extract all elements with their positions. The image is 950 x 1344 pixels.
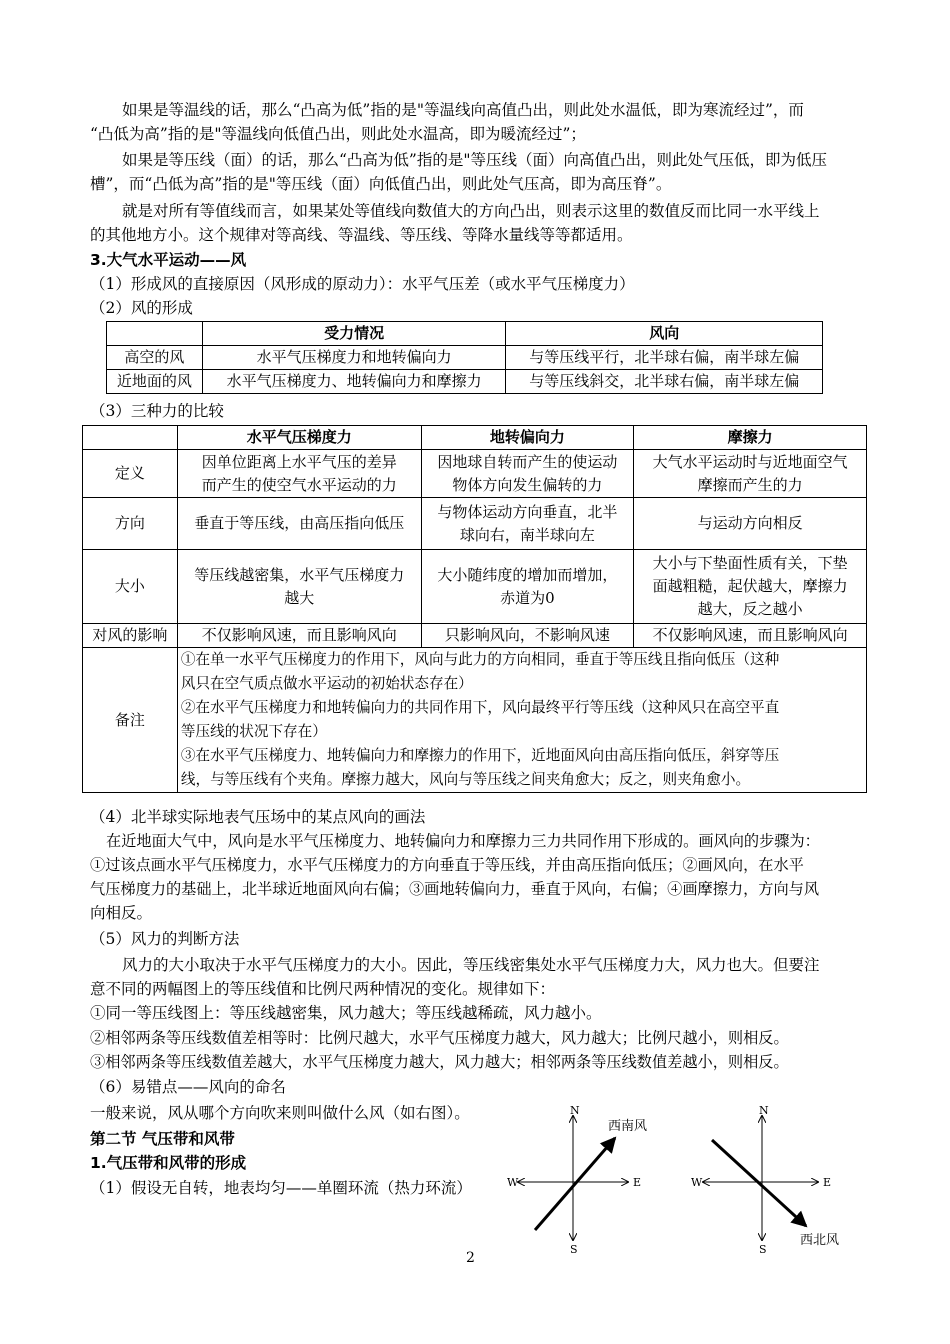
row-label: 备注 <box>83 648 178 793</box>
table-header-cell: 摩擦力 <box>634 426 867 450</box>
cell-line: 大气水平运动时与近地面空气 <box>652 452 848 471</box>
section-3-item-4: （4）北半球实际地表气压场中的某点风向的画法 <box>90 808 426 826</box>
rule-2: ②相邻两条等压线数值差相等时：比例尺越大，水平气压梯度力越大，风力越大；比例尺越小，则相反。 <box>90 1029 789 1047</box>
rule-1: ①同一等压线图上：等压线越密集，风力越大；等压线越稀疏，风力越小。 <box>90 1004 602 1022</box>
table-cell <box>421 550 634 624</box>
table-cell: 只影响风向，不影响风速 <box>421 624 634 648</box>
chapter-heading: 第二节 气压带和风带 <box>90 1130 235 1148</box>
section-3-item-1: （1）形成风的直接原因（风形成的原动力）：水平气压差（或水平气压梯度力） <box>90 275 635 293</box>
compass-west-label: W <box>507 1176 519 1189</box>
cell-line: 赤道为0 <box>500 588 555 607</box>
table-row-notes <box>83 648 867 793</box>
rule-3: ③相邻两条等压线数值差越大，水平气压梯度力越大，风力越大；相邻两条等压线数值差越小，则相反。 <box>90 1053 789 1071</box>
cell-line: 球向右，南半球向左 <box>459 525 595 544</box>
cell-line: 大小与下垫面性质有关，下垫 <box>652 554 848 572</box>
left-compass <box>507 1104 647 1256</box>
wind-naming-paragraph: 一般来说，风从哪个方向吹来则叫做什么风（如右图）。 <box>90 1104 470 1122</box>
table-cell: 水平气压梯度力和地转偏向力 <box>202 346 506 370</box>
table-cell: 不仅影响风速，而且影响风向 <box>177 624 421 648</box>
page-number: 2 <box>466 1250 475 1266</box>
table-header-row <box>83 426 867 450</box>
cell-line: 物体方向发生偏转的力 <box>452 475 603 494</box>
table-header-row <box>107 322 823 346</box>
section-3-item-5: （5）风力的判断方法 <box>90 930 240 948</box>
wind-strength-paragraph: 风力的大小取决于水平气压梯度力的大小。因此，等压线密集处水平气压梯度力大，风力也大。但要注 <box>122 956 820 974</box>
intro-paragraph-1: 如果是等温线的话，那么“凸高为低”指的是"等温线向高值凸出，则此处水温低，即为寒流经过”，而 <box>122 101 804 119</box>
cell-line: 因单位距离上水平气压的差异 <box>201 452 397 471</box>
table-header-cell <box>83 426 178 450</box>
compass-north-label: N <box>759 1104 769 1117</box>
table-header-cell: 水平气压梯度力 <box>177 426 421 450</box>
compass-west-label: W <box>691 1176 703 1189</box>
compass-north-label: N <box>570 1104 580 1117</box>
table-cell: 与运动方向相反 <box>634 498 867 550</box>
table-cell <box>421 498 634 550</box>
table-row <box>107 346 823 370</box>
cell-line: 等压线越密集，水平气压梯度力 <box>194 565 405 584</box>
table-row-effect <box>83 624 867 648</box>
wind-drawing-paragraph: 在近地面大气中，风向是水平气压梯度力、地转偏向力和摩擦力三力共同作用下形成的。画风向的步骤为： <box>106 832 820 850</box>
intro-paragraph-1-cont: “凸低为高”指的是"等温线向低值凸出，则此处水温高，即为暖流经过”； <box>90 125 586 143</box>
section-3-item-6: （6）易错点——风向的命名 <box>90 1078 286 1096</box>
note-line: ③在水平气压梯度力、地转偏向力和摩擦力的作用下，近地面风向由高压指向低压，斜穿等压 <box>180 747 780 764</box>
cell-line: 越大 <box>284 588 315 607</box>
table-row-direction <box>83 498 867 550</box>
intro-paragraph-3: 就是对所有等值线而言，如果某处等值线向数值大的方向凸出，则表示这里的数值反而比同一水平线上 <box>122 202 820 220</box>
note-line: 风只在空气质点做水平运动的初始状态存在） <box>180 675 473 692</box>
wind-drawing-paragraph-cont: 向相反。 <box>90 904 153 922</box>
note-line: 线，与等压线有个夹角。摩擦力越大，风向与等压线之间夹角愈大；反之，则夹角愈小。 <box>180 771 751 788</box>
cell-line: 而产生的使空气水平运动的力 <box>201 475 397 494</box>
table-header-cell: 受力情况 <box>202 322 506 346</box>
wind-drawing-paragraph-cont: 气压梯度力的基础上，北半球近地面风向右偏；③画地转偏向力，垂直于风向，右偏；④画摩擦力，方向与风 <box>90 880 819 898</box>
notes-cell <box>177 648 866 793</box>
row-label: 定义 <box>83 450 178 498</box>
table-header-cell <box>107 322 203 346</box>
section-3-heading: 3.大气水平运动——风 <box>90 251 247 269</box>
table-row-magnitude <box>83 550 867 624</box>
table-cell <box>421 450 634 498</box>
row-label: 方向 <box>83 498 178 550</box>
cell-line: 越大，反之越小 <box>697 600 803 618</box>
table-cell <box>634 550 867 624</box>
table-row-definition <box>83 450 867 498</box>
table-cell: 与等压线平行，北半球右偏，南半球左偏 <box>506 346 823 370</box>
table-row <box>107 370 823 394</box>
wind-drawing-paragraph-cont: ①过该点画水平气压梯度力，水平气压梯度力的方向垂直于等压线，并由高压指向低压；②画风向，在水平 <box>90 856 804 874</box>
cell-line: 因地球自转而产生的使运动 <box>437 452 618 471</box>
section-2-item-1: （1）假设无自转，地表均匀——单圈环流（热力环流） <box>90 1179 472 1197</box>
wind-strength-paragraph-cont: 意不同的两幅图上的等压线值和比例尺两种情况的变化。规律如下： <box>90 980 556 998</box>
row-label: 大小 <box>83 550 178 624</box>
cell-line: 摩擦而产生的力 <box>697 475 803 494</box>
right-compass <box>691 1104 839 1256</box>
note-line: ①在单一水平气压梯度力的作用下，风向与此力的方向相同，垂直于等压线且指向低压（这种 <box>180 651 780 668</box>
compass-east-label: E <box>823 1176 832 1189</box>
force-comparison-table <box>82 425 867 793</box>
note-line: ②在水平气压梯度力和地转偏向力的共同作用下，风向最终平行等压线（这种风只在高空平直 <box>180 699 780 716</box>
cell-line: 面越粗糙，起伏越大，摩擦力 <box>652 577 848 595</box>
row-label: 对风的影响 <box>83 624 178 648</box>
cell-line: 与物体运动方向垂直，北半 <box>437 502 618 521</box>
table-cell: 与等压线斜交，北半球右偏，南半球左偏 <box>506 370 823 394</box>
wind-direction-diagram <box>500 1098 860 1258</box>
table-cell: 近地面的风 <box>107 370 203 394</box>
table-cell <box>177 550 421 624</box>
compass-south-label: S <box>570 1243 578 1256</box>
southwest-wind-label: 西南风 <box>608 1119 648 1134</box>
section-3-item-2: （2）风的形成 <box>90 299 193 317</box>
section-3-item-3: （3）三种力的比较 <box>90 402 224 420</box>
compass-south-label: S <box>759 1243 767 1256</box>
table-cell <box>634 450 867 498</box>
table-cell: 高空的风 <box>107 346 203 370</box>
northwest-wind-arrow-icon <box>712 1140 806 1226</box>
table-header-cell: 风向 <box>506 322 823 346</box>
intro-paragraph-2-cont: 槽”，而“凸低为高”指的是"等压线（面）向低值凸出，则此处气压高，即为高压脊”。 <box>90 175 672 193</box>
table-cell: 水平气压梯度力、地转偏向力和摩擦力 <box>202 370 506 394</box>
table-cell: 垂直于等压线，由高压指向低压 <box>177 498 421 550</box>
intro-paragraph-3-cont: 的其他地方小。这个规律对等高线、等温线、等压线、等降水量线等等都适用。 <box>90 226 633 244</box>
table-cell: 不仅影响风速，而且影响风向 <box>634 624 867 648</box>
wind-formation-table <box>106 321 823 394</box>
note-line: 等压线的状况下存在） <box>180 723 327 740</box>
subsection-heading: 1.气压带和风带的形成 <box>90 1154 247 1172</box>
intro-paragraph-2: 如果是等压线（面）的话，那么“凸高为低”指的是"等压线（面）向高值凸出，则此处气压低，即为低压 <box>122 151 827 169</box>
table-header-cell: 地转偏向力 <box>421 426 634 450</box>
cell-line: 大小随纬度的增加而增加， <box>437 565 618 584</box>
table-cell <box>177 450 421 498</box>
northwest-wind-label: 西北风 <box>800 1233 840 1248</box>
compass-east-label: E <box>633 1176 642 1189</box>
southwest-wind-arrow-icon <box>535 1138 615 1230</box>
